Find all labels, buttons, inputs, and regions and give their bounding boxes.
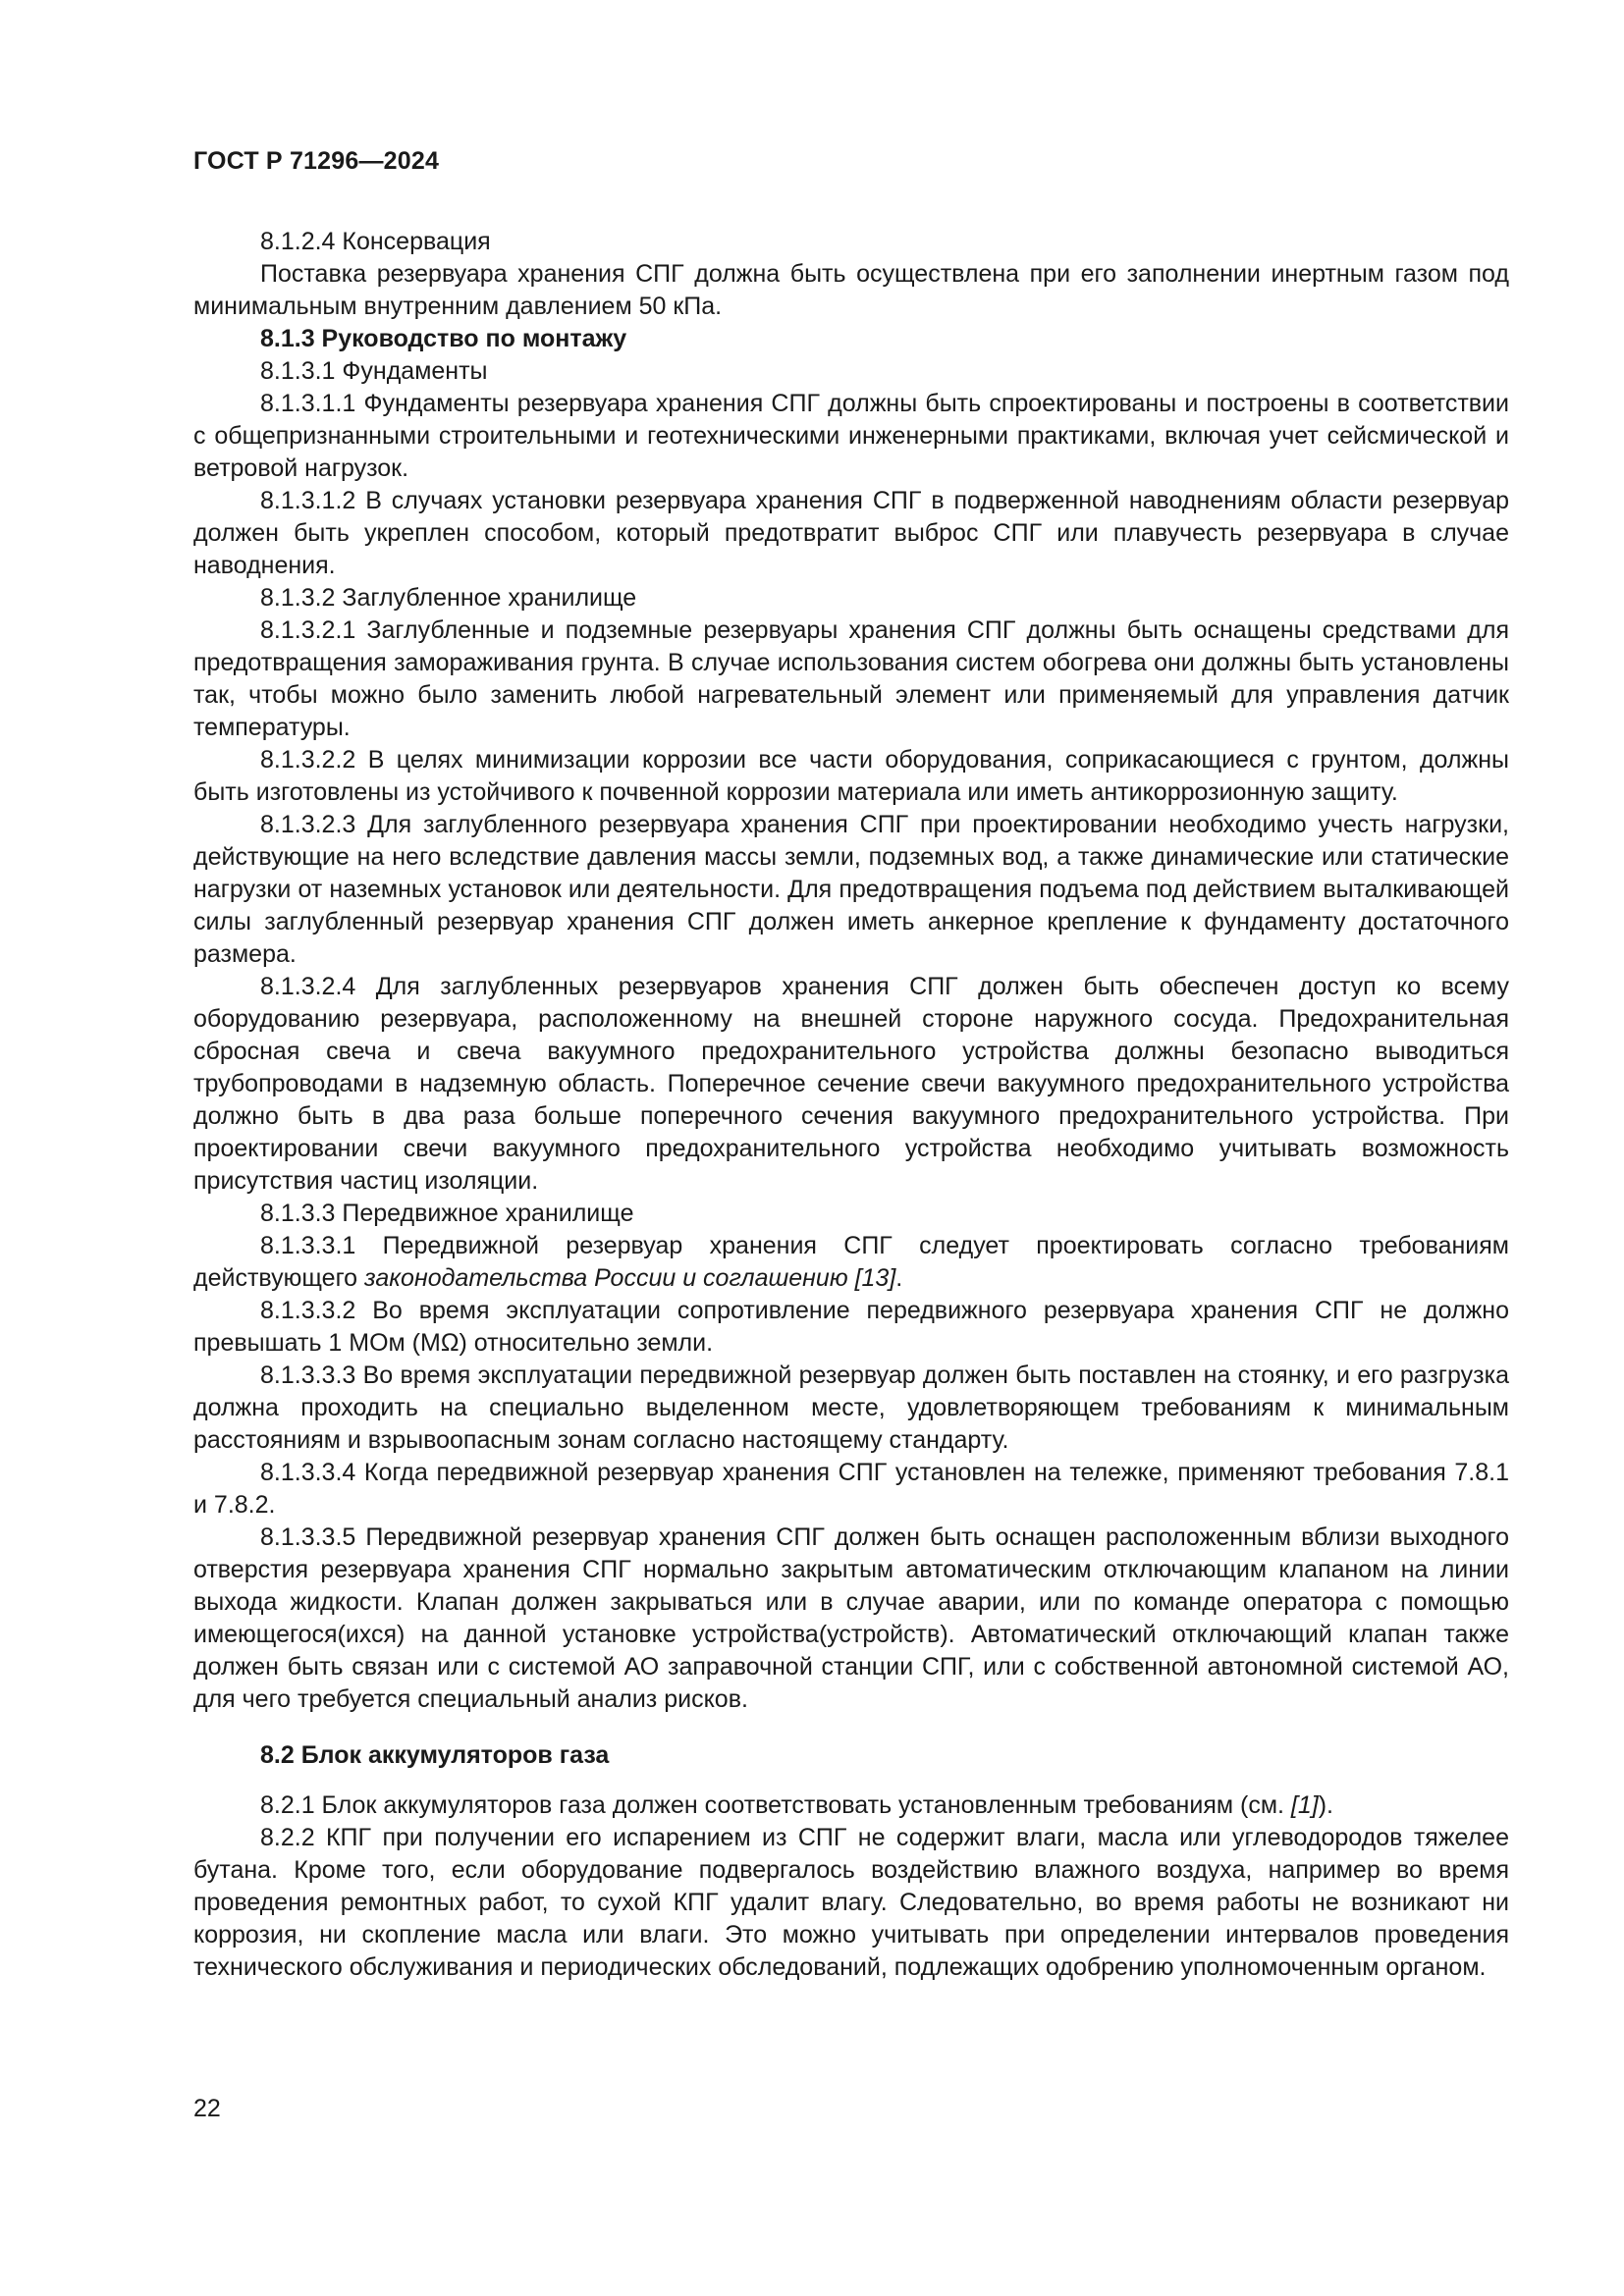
document-body xyxy=(193,226,1509,1984)
legislation-reference: законодательства России и соглашению [13] xyxy=(364,1264,896,1292)
paragraph-text: 8.1.3.3.1 Передвижной резервуар хранения СПГ следует проектировать согласно требованиям действующего xyxy=(193,1232,1509,1292)
paragraph-8-1-3-2-3: 8.1.3.2.3 Для заглубленного резервуара хранения СПГ при проектировании необходимо учесть нагрузки, действующие на него вследствие давления массы земли, подземных вод, а также динамические или статические нагрузки от наземных установок или деятельности. Для предотвращения подъема под действием выталкивающей силы заглубленный резервуар хранения СПГ должен иметь анкерное крепление к фундаменту достаточного размера. xyxy=(193,811,1509,968)
paragraph-8-1-3-1-1: 8.1.3.1.1 Фундаменты резервуара хранения СПГ должны быть спроектированы и построены в соответствии с общепризнанными строительными и геотехническими инженерными практиками, включая учет сейсмической и ветровой нагрузок. xyxy=(193,390,1509,482)
paragraph-8-1-3-2-2: 8.1.3.2.2 В целях минимизации коррозии все части оборудования, соприкасающиеся с грунтом, должны быть изготовлены из устойчивого к почвенной коррозии материала или иметь антикоррозионную защиту. xyxy=(193,746,1509,806)
paragraph-conservation: Поставка резервуара хранения СПГ должна быть осуществлена при его заполнении инертным газом под минимальным внутренним давлением 50 кПа. xyxy=(193,260,1509,320)
paragraph-8-1-3-3-3: 8.1.3.3.3 Во время эксплуатации передвижной резервуар должен быть поставлен на стоянку, и его разгрузка должна проходить на специально выделенном месте, удовлетворяющем требованиям к минимальным расстояниям и взрывоопасным зонам согласно настоящему стандарту. xyxy=(193,1362,1509,1454)
paragraph-8-1-3-3-1 xyxy=(193,1230,1509,1295)
paragraph-8-2-1 xyxy=(193,1789,1509,1822)
paragraph-8-1-3-3-4: 8.1.3.3.4 Когда передвижной резервуар хранения СПГ установлен на тележке, применяют требования 7.8.1 и 7.8.2. xyxy=(193,1459,1509,1519)
paragraph-text: ). xyxy=(1318,1791,1333,1819)
section-heading-8-2: 8.2 Блок аккумуляторов газа xyxy=(260,1741,610,1769)
paragraph-text: 8.2.1 Блок аккумуляторов газа должен соответствовать установленным требованиям (см. xyxy=(260,1791,1291,1819)
paragraph-8-2-2: 8.2.2 КПГ при получении его испарением из СПГ не содержит влаги, масла или углеводородов тяжелее бутана. Кроме того, если оборудование подвергалось воздействию влажного воздуха, например во время проведения ремонтных работ, то сухой КПГ удалит влагу. Следовательно, во время работы не возникают ни коррозия, ни скопление масла или влаги. Это можно учитывать при определении интервалов проведения технического обслуживания и периодических обследований, подлежащих одобрению уполномоченным органом. xyxy=(193,1824,1509,1981)
paragraph-8-1-3-2-4: 8.1.3.2.4 Для заглубленных резервуаров хранения СПГ должен быть обеспечен доступ ко всему оборудованию резервуара, расположенному на внешней стороне наружного сосуда. Предохранительная сбросная свеча и свеча вакуумного предохранительного устройства должны безопасно выводиться трубопроводами в надземную область. Поперечное сечение свечи вакуумного предохранительного устройства должно быть в два раза больше поперечного сечения вакуумного предохранительного устройства. При проектировании свечи вакуумного предохранительного устройства необходимо учитывать возможность присутствия частиц изоляции. xyxy=(193,973,1509,1195)
paragraph-8-1-3-1-2: 8.1.3.1.2 В случаях установки резервуара хранения СПГ в подверженной наводнениям области резервуар должен быть укреплен способом, который предотвратит выброс СПГ или плавучесть резервуара в случае наводнения. xyxy=(193,487,1509,579)
document-header: ГОСТ Р 71296—2024 xyxy=(193,147,440,175)
paragraph-8-1-3-2-heading: 8.1.3.2 Заглубленное хранилище xyxy=(260,584,637,612)
page-number: 22 xyxy=(193,2095,221,2122)
bibliography-reference: [1] xyxy=(1290,1791,1319,1819)
paragraph-8-1-3-1-heading: 8.1.3.1 Фундаменты xyxy=(260,357,488,385)
paragraph-8-1-2-4-heading: 8.1.2.4 Консервация xyxy=(260,228,491,255)
paragraph-8-1-3-2-1: 8.1.3.2.1 Заглубленные и подземные резервуары хранения СПГ должны быть оснащены средствами для предотвращения замораживания грунта. В случае использования систем обогрева они должны быть установлены так, чтобы можно было заменить любой нагревательный элемент или применяемый для управления датчик температуры. xyxy=(193,616,1509,741)
paragraph-8-1-3-3-2: 8.1.3.3.2 Во время эксплуатации сопротивление передвижного резервуара хранения СПГ не должно превышать 1 МОм (MΩ) относительно земли. xyxy=(193,1297,1509,1357)
paragraph-text: . xyxy=(895,1264,903,1292)
paragraph-8-1-3-3-heading: 8.1.3.3 Передвижное хранилище xyxy=(260,1200,634,1227)
section-heading-8-1-3: 8.1.3 Руководство по монтажу xyxy=(260,325,627,352)
paragraph-8-1-3-3-5: 8.1.3.3.5 Передвижной резервуар хранения СПГ должен быть оснащен расположенным вблизи выходного отверстия резервуара хранения СПГ нормально закрытым автоматическим отключающим клапаном на линии выхода жидкости. Клапан должен закрываться или в случае аварии, или по команде оператора с помощью имеющегося(ихся) на данной установке устройства(устройств). Автоматический отключающий клапан также должен быть связан или с системой АО заправочной станции СПГ, или с собственной автономной системой АО, для чего требуется специальный анализ рисков. xyxy=(193,1523,1509,1713)
